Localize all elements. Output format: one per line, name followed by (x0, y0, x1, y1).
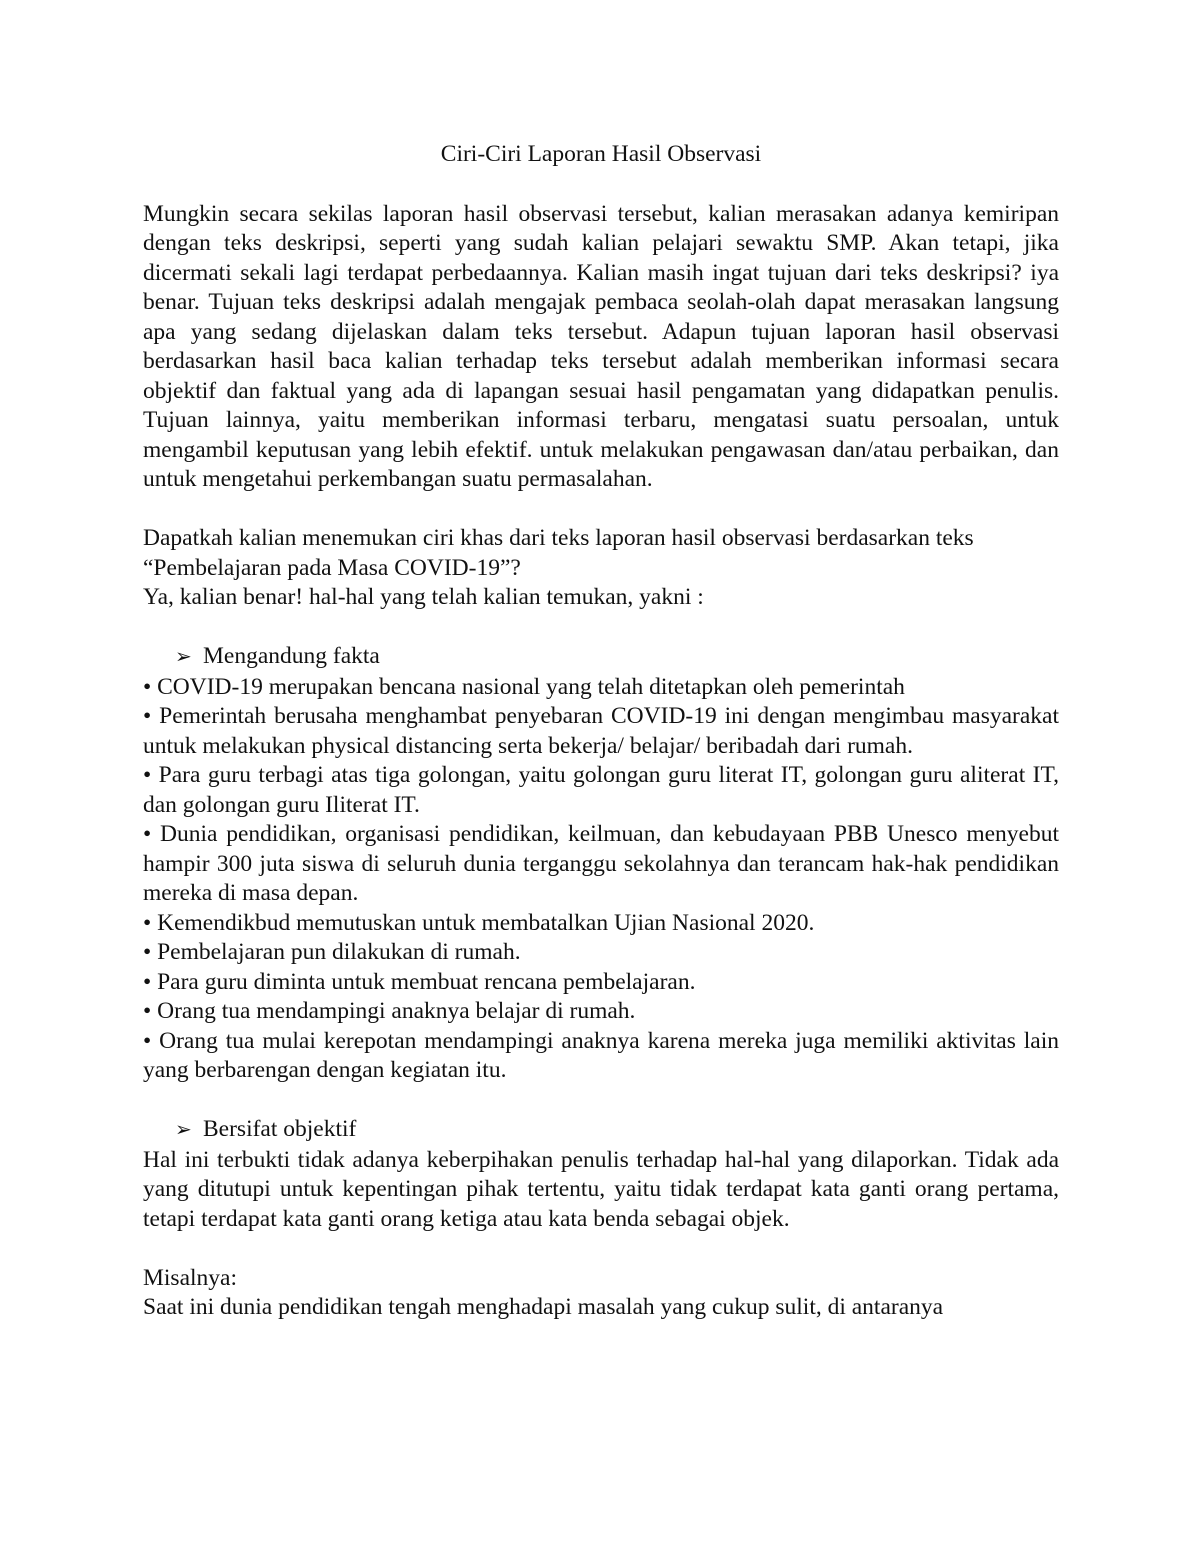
document-page (143, 140, 1059, 1323)
bullet-item: • Pemerintah berusaha menghambat penyebaran COVID-19 ini dengan mengimbau masyarakat untuk melakukan physical distancing serta bekerja/ belajar/ beribadah dari rumah. (143, 703, 1059, 759)
example-label: Misalnya: (143, 1264, 237, 1291)
bullet-item: • Para guru terbagi atas tiga golongan, yaitu golongan guru literat IT, golongan guru aliterat IT, dan golongan guru Iliterat IT. (143, 762, 1059, 818)
bullet-item: • Para guru diminta untuk membuat rencana pembelajaran. (143, 968, 696, 995)
question-line-1: Dapatkah kalian menemukan ciri khas dari teks laporan hasil observasi berdasarkan teks (143, 525, 974, 551)
bullet-item: • Orang tua mendampingi anaknya belajar di rumah. (143, 998, 636, 1024)
spacer (143, 1234, 1059, 1264)
section-heading-label: Bersifat objektif (203, 1116, 357, 1142)
bullet-item: • Orang tua mulai kerepotan mendampingi anaknya karena mereka juga memiliki aktivitas lain yang berbarengan dengan kegiatan itu. (143, 1027, 1059, 1083)
bullet-item: • Dunia pendidikan, organisasi pendidikan, keilmuan, dan kebudayaan PBB Unesco menyebut hampir 300 juta siswa di seluruh dunia terganggu sekolahnya dan terancam hak-hak pendidikan mereka di masa depan. (143, 821, 1059, 906)
bullet-item: • Kemendikbud memutuskan untuk membatalkan Ujian Nasional 2020. (143, 909, 815, 936)
intro-paragraph: Mungkin secara sekilas laporan hasil observasi tersebut, kalian merasakan adanya kemiripan dengan teks deskripsi, seperti yang sudah kalian pelajari sewaktu SMP. Akan tetapi, jika dicermati sekali lagi terdapat perbedaannya. Kalian masih ingat tujuan dari teks deskripsi? iya benar. Tujuan teks deskripsi adalah mengajak pembaca seolah-olah dapat merasakan langsung apa yang sedang dijelaskan dalam teks tersebut. Adapun tujuan laporan hasil observasi berdasarkan hasil baca kalian terhadap teks tersebut adalah memberikan informasi secara objektif dan faktual yang ada di lapangan sesuai hasil pengamatan yang didapatkan penulis. Tujuan lainnya, yaitu memberikan informasi terbaru, mengatasi suatu persoalan, untuk mengambil keputusan yang lebih efektif. untuk melakukan pengawasan dan/atau perbaikan, dan untuk mengetahui perkembangan suatu permasalahan. (143, 200, 1059, 492)
spacer (143, 613, 1059, 643)
objektif-paragraph: Hal ini terbukti tidak adanya keberpihakan penulis terhadap hal-hal yang dilaporkan. Tidak ada yang ditutupi untuk kepentingan pihak tertentu, yaitu tidak terdapat kata ganti orang pertama, tetapi terdapat kata ganti orang ketiga atau kata benda sebagai objek. (143, 1146, 1059, 1232)
question-line-2: “Pembelajaran pada Masa COVID-19”? (143, 554, 521, 581)
arrow-bullet-icon: ➢ (175, 1119, 192, 1141)
section-heading-fakta (143, 642, 1059, 673)
section-heading-label: Mengandung fakta (203, 643, 380, 669)
bullet-item: • Pembelajaran pun dilakukan di rumah. (143, 939, 521, 965)
spacer (143, 495, 1059, 525)
spacer (143, 1086, 1059, 1116)
example-text: Saat ini dunia pendidikan tengah menghadapi masalah yang cukup sulit, di antaranya (143, 1294, 944, 1320)
answer-intro: Ya, kalian benar! hal-hal yang telah kalian temukan, yakni : (143, 584, 704, 610)
section-heading-objektif (143, 1115, 1059, 1146)
document-title: Ciri-Ciri Laporan Hasil Observasi (440, 141, 762, 167)
bullet-item: • COVID-19 merupakan bencana nasional yang telah ditetapkan oleh pemerintah (143, 673, 905, 700)
arrow-bullet-icon: ➢ (175, 646, 192, 668)
